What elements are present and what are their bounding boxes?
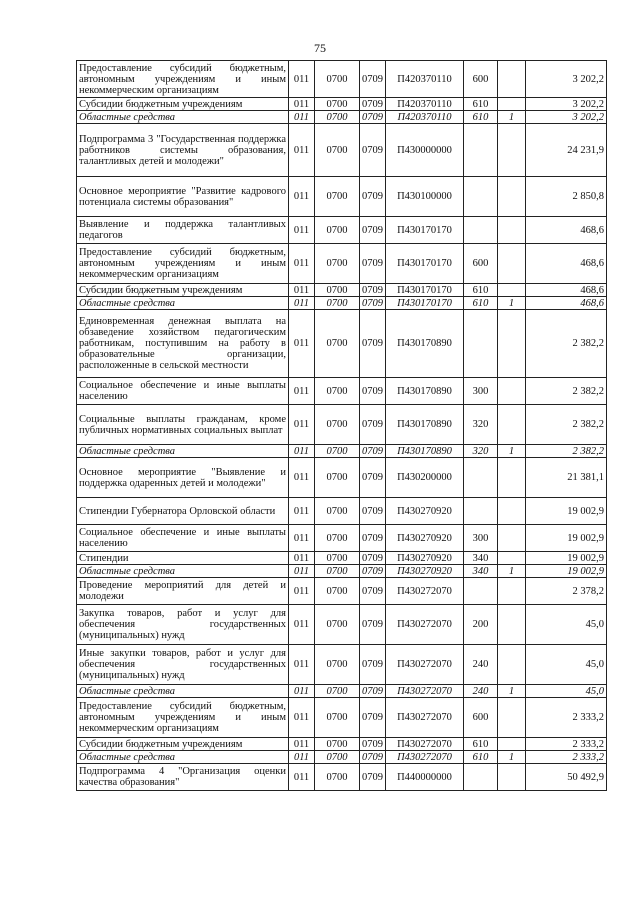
subsection-code-cell: 0709 xyxy=(360,764,386,791)
amount-cell: 45,0 xyxy=(526,605,607,645)
ministry-code-cell: 011 xyxy=(289,310,315,378)
target-article-cell: П430170890 xyxy=(386,405,464,445)
amount-cell: 19 002,9 xyxy=(526,525,607,552)
section-code-cell: 0700 xyxy=(315,310,360,378)
expense-type-cell: 600 xyxy=(464,61,498,98)
section-code-cell: 0700 xyxy=(315,764,360,791)
target-article-cell: П440000000 xyxy=(386,764,464,791)
table-row xyxy=(77,565,607,578)
subsection-code-cell: 0709 xyxy=(360,565,386,578)
target-article-cell: П430272070 xyxy=(386,578,464,605)
table-row xyxy=(77,217,607,244)
section-code-cell: 0700 xyxy=(315,61,360,98)
target-article-cell: П420370110 xyxy=(386,111,464,124)
row-name-cell: Социальное обеспечение и иные выплаты населению xyxy=(77,525,289,552)
ministry-code-cell: 011 xyxy=(289,124,315,177)
amount-cell: 45,0 xyxy=(526,685,607,698)
funding-source-cell: 1 xyxy=(498,111,526,124)
table-row xyxy=(77,98,607,111)
section-code-cell: 0700 xyxy=(315,405,360,445)
funding-source-cell xyxy=(498,98,526,111)
amount-cell: 24 231,9 xyxy=(526,124,607,177)
row-name-cell: Предоставление субсидий бюджетным, автономным учреждениям и иным некоммерческим организациям xyxy=(77,244,289,284)
ministry-code-cell: 011 xyxy=(289,578,315,605)
expense-type-cell xyxy=(464,578,498,605)
section-code-cell: 0700 xyxy=(315,525,360,552)
row-name-cell: Субсидии бюджетным учреждениям xyxy=(77,284,289,297)
table-row xyxy=(77,578,607,605)
row-name-cell: Основное мероприятие "Выявление и поддержка одаренных детей и молодежи" xyxy=(77,458,289,498)
expense-type-cell xyxy=(464,217,498,244)
subsection-code-cell: 0709 xyxy=(360,177,386,217)
row-name-cell: Подпрограмма 3 "Государственная поддержка работников системы образования, талантливых детей и молодежи" xyxy=(77,124,289,177)
section-code-cell: 0700 xyxy=(315,458,360,498)
ministry-code-cell: 011 xyxy=(289,565,315,578)
section-code-cell: 0700 xyxy=(315,217,360,244)
funding-source-cell xyxy=(498,217,526,244)
amount-cell: 2 333,2 xyxy=(526,751,607,764)
target-article-cell: П430272070 xyxy=(386,605,464,645)
table-row xyxy=(77,405,607,445)
row-name-cell: Единовременная денежная выплата на обзаведение хозяйством педагогическим работникам, поступившим на работу в образовательные организации, расположенные в сельской местности xyxy=(77,310,289,378)
subsection-code-cell: 0709 xyxy=(360,310,386,378)
page-number: 75 xyxy=(314,41,326,55)
section-code-cell: 0700 xyxy=(315,244,360,284)
section-code-cell: 0700 xyxy=(315,284,360,297)
expense-type-cell: 610 xyxy=(464,751,498,764)
amount-cell: 45,0 xyxy=(526,645,607,685)
row-name-cell: Закупка товаров, работ и услуг для обеспечения государственных (муниципальных) нужд xyxy=(77,605,289,645)
row-name-cell: Выявление и поддержка талантливых педагогов xyxy=(77,217,289,244)
subsection-code-cell: 0709 xyxy=(360,61,386,98)
section-code-cell: 0700 xyxy=(315,685,360,698)
expense-type-cell: 610 xyxy=(464,284,498,297)
target-article-cell: П420370110 xyxy=(386,61,464,98)
table-row xyxy=(77,244,607,284)
section-code-cell: 0700 xyxy=(315,98,360,111)
ministry-code-cell: 011 xyxy=(289,111,315,124)
target-article-cell: П430270920 xyxy=(386,498,464,525)
ministry-code-cell: 011 xyxy=(289,284,315,297)
ministry-code-cell: 011 xyxy=(289,698,315,738)
section-code-cell: 0700 xyxy=(315,378,360,405)
row-name-cell: Областные средства xyxy=(77,445,289,458)
ministry-code-cell: 011 xyxy=(289,458,315,498)
section-code-cell: 0700 xyxy=(315,124,360,177)
section-code-cell: 0700 xyxy=(315,578,360,605)
expense-type-cell xyxy=(464,764,498,791)
table-row xyxy=(77,284,607,297)
funding-source-cell: 1 xyxy=(498,565,526,578)
funding-source-cell xyxy=(498,645,526,685)
ministry-code-cell: 011 xyxy=(289,297,315,310)
ministry-code-cell: 011 xyxy=(289,177,315,217)
expense-type-cell: 610 xyxy=(464,111,498,124)
amount-cell: 2 378,2 xyxy=(526,578,607,605)
subsection-code-cell: 0709 xyxy=(360,645,386,685)
subsection-code-cell: 0709 xyxy=(360,284,386,297)
subsection-code-cell: 0709 xyxy=(360,738,386,751)
row-name-cell: Основное мероприятие "Развитие кадрового потенциала системы образования" xyxy=(77,177,289,217)
funding-source-cell xyxy=(498,578,526,605)
table-row xyxy=(77,685,607,698)
table-row xyxy=(77,552,607,565)
subsection-code-cell: 0709 xyxy=(360,98,386,111)
target-article-cell: П420370110 xyxy=(386,98,464,111)
expense-type-cell: 300 xyxy=(464,525,498,552)
row-name-cell: Областные средства xyxy=(77,685,289,698)
funding-source-cell xyxy=(498,177,526,217)
amount-cell: 21 381,1 xyxy=(526,458,607,498)
table-row xyxy=(77,445,607,458)
funding-source-cell xyxy=(498,284,526,297)
amount-cell: 468,6 xyxy=(526,217,607,244)
table-row xyxy=(77,525,607,552)
ministry-code-cell: 011 xyxy=(289,738,315,751)
subsection-code-cell: 0709 xyxy=(360,605,386,645)
funding-source-cell xyxy=(498,378,526,405)
subsection-code-cell: 0709 xyxy=(360,111,386,124)
section-code-cell: 0700 xyxy=(315,565,360,578)
expense-type-cell: 610 xyxy=(464,738,498,751)
row-name-cell: Областные средства xyxy=(77,565,289,578)
section-code-cell: 0700 xyxy=(315,498,360,525)
subsection-code-cell: 0709 xyxy=(360,685,386,698)
ministry-code-cell: 011 xyxy=(289,751,315,764)
table-row xyxy=(77,297,607,310)
table-row xyxy=(77,124,607,177)
table-row xyxy=(77,764,607,791)
row-name-cell: Областные средства xyxy=(77,297,289,310)
ministry-code-cell: 011 xyxy=(289,61,315,98)
expense-type-cell: 320 xyxy=(464,405,498,445)
target-article-cell: П430170890 xyxy=(386,310,464,378)
ministry-code-cell: 011 xyxy=(289,685,315,698)
target-article-cell: П430170170 xyxy=(386,217,464,244)
expense-type-cell: 600 xyxy=(464,698,498,738)
ministry-code-cell: 011 xyxy=(289,605,315,645)
table-row xyxy=(77,111,607,124)
expense-type-cell: 340 xyxy=(464,565,498,578)
ministry-code-cell: 011 xyxy=(289,98,315,111)
subsection-code-cell: 0709 xyxy=(360,244,386,284)
expense-type-cell xyxy=(464,498,498,525)
section-code-cell: 0700 xyxy=(315,177,360,217)
amount-cell: 3 202,2 xyxy=(526,98,607,111)
target-article-cell: П430270920 xyxy=(386,525,464,552)
budget-table xyxy=(76,60,607,791)
row-name-cell: Подпрограмма 4 "Организация оценки качества образования" xyxy=(77,764,289,791)
subsection-code-cell: 0709 xyxy=(360,552,386,565)
amount-cell: 468,6 xyxy=(526,284,607,297)
row-name-cell: Социальное обеспечение и иные выплаты населению xyxy=(77,378,289,405)
amount-cell: 2 333,2 xyxy=(526,698,607,738)
amount-cell: 2 333,2 xyxy=(526,738,607,751)
expense-type-cell: 200 xyxy=(464,605,498,645)
funding-source-cell xyxy=(498,525,526,552)
expense-type-cell: 600 xyxy=(464,244,498,284)
table-row xyxy=(77,605,607,645)
table-row xyxy=(77,645,607,685)
expense-type-cell: 240 xyxy=(464,645,498,685)
target-article-cell: П430272070 xyxy=(386,645,464,685)
expense-type-cell xyxy=(464,124,498,177)
target-article-cell: П430272070 xyxy=(386,685,464,698)
target-article-cell: П430272070 xyxy=(386,698,464,738)
target-article-cell: П430170170 xyxy=(386,297,464,310)
amount-cell: 19 002,9 xyxy=(526,498,607,525)
amount-cell: 2 382,2 xyxy=(526,405,607,445)
funding-source-cell xyxy=(498,458,526,498)
table-row xyxy=(77,458,607,498)
ministry-code-cell: 011 xyxy=(289,217,315,244)
row-name-cell: Субсидии бюджетным учреждениям xyxy=(77,738,289,751)
expense-type-cell: 610 xyxy=(464,297,498,310)
table-row xyxy=(77,698,607,738)
section-code-cell: 0700 xyxy=(315,297,360,310)
amount-cell: 19 002,9 xyxy=(526,552,607,565)
target-article-cell: П430170890 xyxy=(386,445,464,458)
ministry-code-cell: 011 xyxy=(289,405,315,445)
funding-source-cell: 1 xyxy=(498,751,526,764)
section-code-cell: 0700 xyxy=(315,751,360,764)
expense-type-cell: 610 xyxy=(464,98,498,111)
target-article-cell: П430272070 xyxy=(386,738,464,751)
target-article-cell: П430200000 xyxy=(386,458,464,498)
ministry-code-cell: 011 xyxy=(289,764,315,791)
row-name-cell: Иные закупки товаров, работ и услуг для обеспечения государственных (муниципальных) нужд xyxy=(77,645,289,685)
amount-cell: 3 202,2 xyxy=(526,111,607,124)
funding-source-cell: 1 xyxy=(498,297,526,310)
funding-source-cell xyxy=(498,764,526,791)
section-code-cell: 0700 xyxy=(315,111,360,124)
row-name-cell: Проведение мероприятий для детей и молодежи xyxy=(77,578,289,605)
subsection-code-cell: 0709 xyxy=(360,458,386,498)
expense-type-cell: 240 xyxy=(464,685,498,698)
target-article-cell: П430272070 xyxy=(386,751,464,764)
subsection-code-cell: 0709 xyxy=(360,525,386,552)
table-row xyxy=(77,177,607,217)
target-article-cell: П430170890 xyxy=(386,378,464,405)
funding-source-cell xyxy=(498,738,526,751)
subsection-code-cell: 0709 xyxy=(360,751,386,764)
expense-type-cell xyxy=(464,458,498,498)
section-code-cell: 0700 xyxy=(315,552,360,565)
section-code-cell: 0700 xyxy=(315,698,360,738)
row-name-cell: Предоставление субсидий бюджетным, автономным учреждениям и иным некоммерческим организациям xyxy=(77,698,289,738)
ministry-code-cell: 011 xyxy=(289,498,315,525)
subsection-code-cell: 0709 xyxy=(360,578,386,605)
amount-cell: 2 382,2 xyxy=(526,378,607,405)
expense-type-cell: 300 xyxy=(464,378,498,405)
target-article-cell: П430000000 xyxy=(386,124,464,177)
target-article-cell: П430170170 xyxy=(386,244,464,284)
table-row xyxy=(77,498,607,525)
section-code-cell: 0700 xyxy=(315,605,360,645)
funding-source-cell xyxy=(498,698,526,738)
amount-cell: 2 382,2 xyxy=(526,310,607,378)
expense-type-cell xyxy=(464,177,498,217)
funding-source-cell: 1 xyxy=(498,445,526,458)
funding-source-cell xyxy=(498,244,526,284)
expense-type-cell xyxy=(464,310,498,378)
funding-source-cell xyxy=(498,310,526,378)
table-row xyxy=(77,378,607,405)
expense-type-cell: 340 xyxy=(464,552,498,565)
amount-cell: 50 492,9 xyxy=(526,764,607,791)
subsection-code-cell: 0709 xyxy=(360,698,386,738)
subsection-code-cell: 0709 xyxy=(360,124,386,177)
funding-source-cell xyxy=(498,124,526,177)
amount-cell: 3 202,2 xyxy=(526,61,607,98)
subsection-code-cell: 0709 xyxy=(360,405,386,445)
row-name-cell: Стипендии xyxy=(77,552,289,565)
subsection-code-cell: 0709 xyxy=(360,378,386,405)
ministry-code-cell: 011 xyxy=(289,552,315,565)
subsection-code-cell: 0709 xyxy=(360,445,386,458)
row-name-cell: Областные средства xyxy=(77,751,289,764)
row-name-cell: Стипендии Губернатора Орловской области xyxy=(77,498,289,525)
section-code-cell: 0700 xyxy=(315,445,360,458)
ministry-code-cell: 011 xyxy=(289,244,315,284)
subsection-code-cell: 0709 xyxy=(360,217,386,244)
table-row xyxy=(77,751,607,764)
amount-cell: 2 382,2 xyxy=(526,445,607,458)
funding-source-cell: 1 xyxy=(498,685,526,698)
table-row xyxy=(77,310,607,378)
funding-source-cell xyxy=(498,61,526,98)
table-row xyxy=(77,738,607,751)
expense-type-cell: 320 xyxy=(464,445,498,458)
section-code-cell: 0700 xyxy=(315,645,360,685)
amount-cell: 468,6 xyxy=(526,297,607,310)
amount-cell: 19 002,9 xyxy=(526,565,607,578)
funding-source-cell xyxy=(498,552,526,565)
row-name-cell: Предоставление субсидий бюджетным, автономным учреждениям и иным некоммерческим организациям xyxy=(77,61,289,98)
amount-cell: 2 850,8 xyxy=(526,177,607,217)
funding-source-cell xyxy=(498,405,526,445)
row-name-cell: Областные средства xyxy=(77,111,289,124)
subsection-code-cell: 0709 xyxy=(360,498,386,525)
target-article-cell: П430270920 xyxy=(386,552,464,565)
ministry-code-cell: 011 xyxy=(289,445,315,458)
target-article-cell: П430270920 xyxy=(386,565,464,578)
amount-cell: 468,6 xyxy=(526,244,607,284)
row-name-cell: Субсидии бюджетным учреждениям xyxy=(77,98,289,111)
table-row xyxy=(77,61,607,98)
section-code-cell: 0700 xyxy=(315,738,360,751)
target-article-cell: П430100000 xyxy=(386,177,464,217)
ministry-code-cell: 011 xyxy=(289,645,315,685)
subsection-code-cell: 0709 xyxy=(360,297,386,310)
ministry-code-cell: 011 xyxy=(289,525,315,552)
target-article-cell: П430170170 xyxy=(386,284,464,297)
ministry-code-cell: 011 xyxy=(289,378,315,405)
row-name-cell: Социальные выплаты гражданам, кроме публичных нормативных социальных выплат xyxy=(77,405,289,445)
funding-source-cell xyxy=(498,498,526,525)
funding-source-cell xyxy=(498,605,526,645)
